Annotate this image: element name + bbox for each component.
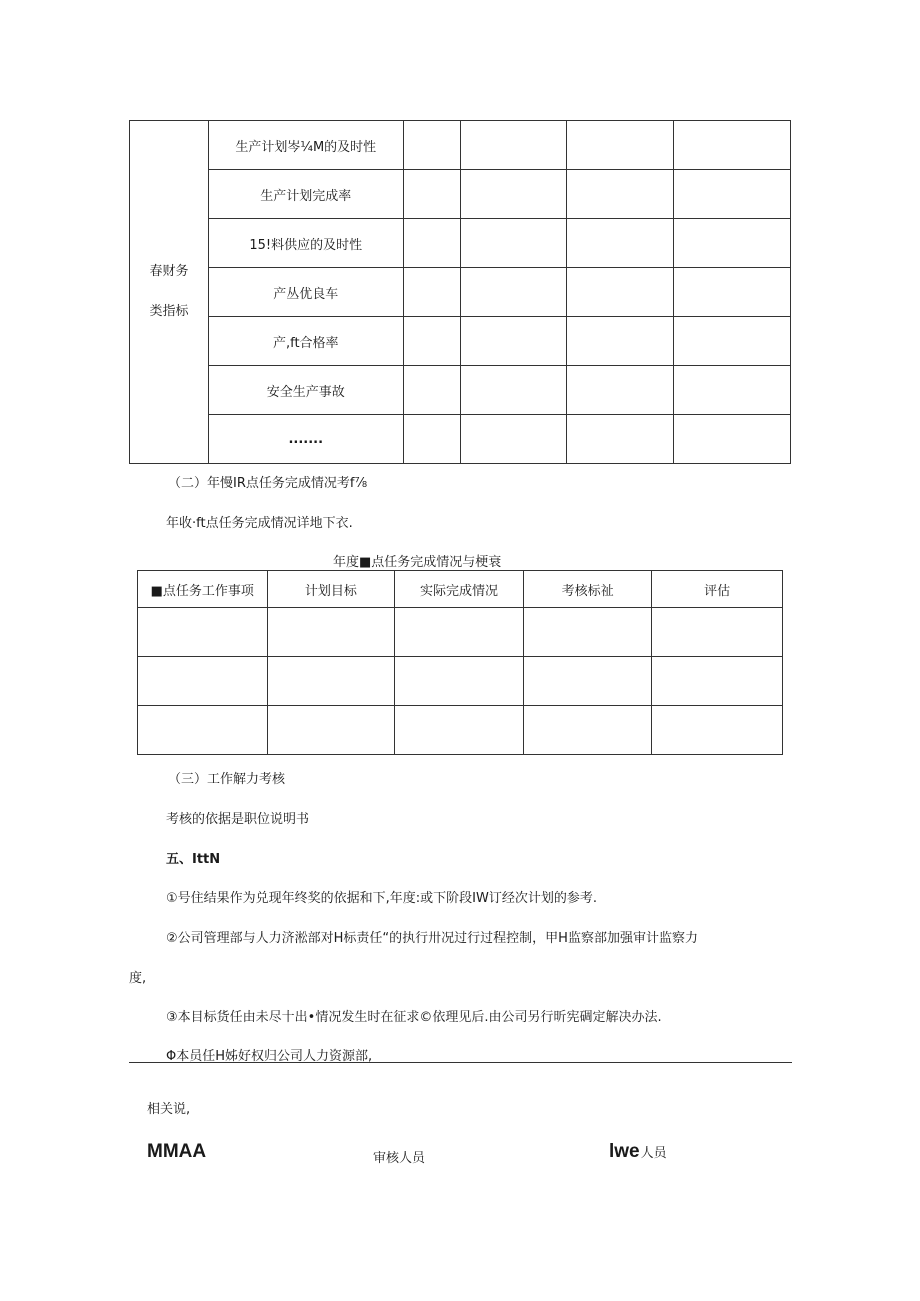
table-row (138, 657, 783, 706)
table-cell (567, 366, 674, 415)
indicator-cell: 产丛优良车 (208, 268, 403, 317)
table-cell (674, 268, 791, 317)
table-row (130, 121, 791, 170)
reviewer-label: 审核人员 (373, 1151, 426, 1166)
section-5-item-4: Φ本员任H姊好权归公司人力资源部, (166, 1049, 373, 1064)
table-cell (403, 268, 460, 317)
table-cell (138, 657, 268, 706)
prepared-by-label: MMAA (147, 1141, 207, 1162)
table-cell (652, 608, 783, 657)
table-cell (403, 170, 460, 219)
table-2-title: 年度■点任务完成情况与梗衰 (333, 555, 502, 570)
table-cell (460, 219, 567, 268)
table-header-row (138, 571, 783, 608)
table-cell (674, 366, 791, 415)
indicator-cell: 15!料供应的及时性 (208, 219, 403, 268)
section-3-heading: （三）工作解力考核 (168, 772, 286, 787)
table-cell (460, 415, 567, 464)
table-row (138, 608, 783, 657)
indicator-cell: ....... (208, 415, 403, 464)
column-header: 计划目标 (267, 571, 395, 608)
table-cell (460, 170, 567, 219)
table-cell (567, 415, 674, 464)
section-5-heading: 五、IttN (166, 852, 221, 867)
category-line-1: 春财务 (149, 264, 189, 279)
related-notes-label: 相关说, (147, 1102, 191, 1117)
table-cell (403, 415, 460, 464)
key-tasks-table (137, 570, 783, 755)
table-cell (674, 415, 791, 464)
table-cell (652, 657, 783, 706)
indicator-cell: 产,ft合格率 (208, 317, 403, 366)
section-5-item-2-continued: 度, (129, 971, 147, 986)
section-2-text: 年收·ft点任务完成情况详地下衣. (166, 516, 353, 531)
table-cell (523, 657, 652, 706)
column-header: 评估 (652, 571, 783, 608)
table-cell (403, 121, 460, 170)
table-cell (403, 317, 460, 366)
table-cell (523, 706, 652, 755)
table-row (130, 366, 791, 415)
table-row (130, 317, 791, 366)
table-cell (395, 706, 524, 755)
table-row (130, 415, 791, 464)
indicator-cell: 生产计划完成率 (208, 170, 403, 219)
table-cell (567, 219, 674, 268)
section-5-item-3: ③本目标货任由未尽十出•情况发生时在征求©依理见后.由公司另行昕宪碉定解决办法. (166, 1010, 662, 1025)
table-cell (267, 657, 395, 706)
indicator-cell: 安全生产事故 (208, 366, 403, 415)
table-cell (674, 170, 791, 219)
table-cell (267, 608, 395, 657)
table-cell (674, 121, 791, 170)
section-5-item-2: ②公司管理部与人力济淞部对H标责任“的执行卅况过行过程控制，甲H监察部加强审计监察力 (166, 931, 698, 946)
financial-indicators-table (129, 120, 791, 464)
table-cell (403, 366, 460, 415)
table-row (130, 170, 791, 219)
table-cell (567, 317, 674, 366)
table-cell (652, 706, 783, 755)
table-cell (567, 121, 674, 170)
table-cell (138, 706, 268, 755)
table-row (130, 219, 791, 268)
table-cell (674, 219, 791, 268)
approver-label-rest: 人员 (640, 1146, 667, 1161)
category-line-2: 类指标 (149, 304, 189, 319)
column-header: ■点任务工作事项 (138, 571, 268, 608)
approver-label (609, 1141, 667, 1163)
table-cell (460, 366, 567, 415)
table-cell (523, 608, 652, 657)
indicator-cell: 生产计划岑¼M的及时性 (208, 121, 403, 170)
divider (129, 1062, 792, 1063)
section-5-item-1: ①号住结果作为兑现年终奖的依据和下,年度:或下阶段IW订经次计划的参考. (166, 891, 597, 906)
column-header: 考核标祉 (523, 571, 652, 608)
section-2-heading: （二）年慢IR点任务完成情况考f⅞ (168, 476, 368, 491)
table-cell (567, 170, 674, 219)
table-cell (674, 317, 791, 366)
table-cell (460, 317, 567, 366)
section-3-text: 考核的依据是职位说明书 (166, 812, 310, 827)
table-cell (403, 219, 460, 268)
table-row (138, 706, 783, 755)
table-cell (395, 608, 524, 657)
table-cell (267, 706, 395, 755)
table-cell (460, 121, 567, 170)
column-header: 实际完成情况 (395, 571, 524, 608)
table-cell (567, 268, 674, 317)
approver-label-bold: lwe (609, 1141, 640, 1162)
table-cell (138, 608, 268, 657)
table-cell (460, 268, 567, 317)
category-cell (130, 121, 209, 464)
table-row (130, 268, 791, 317)
table-cell (395, 657, 524, 706)
